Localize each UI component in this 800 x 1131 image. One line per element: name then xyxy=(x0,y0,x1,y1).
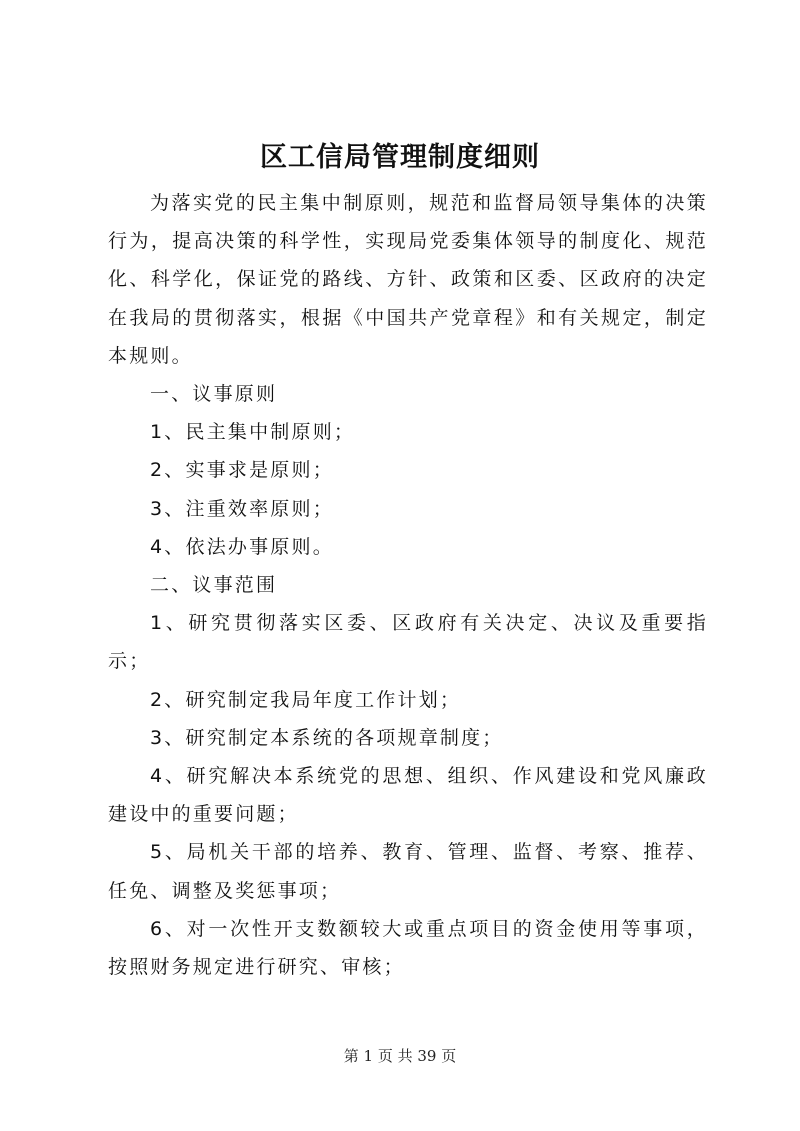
list-item: 6、对一次性开支数额较大或重点项目的资金使用等事项，按照财务规定进行研究、审核； xyxy=(108,917,708,979)
list-item: 4、依法办事原则。 xyxy=(150,535,334,558)
paragraph-intro: 为落实党的民主集中制原则，规范和监督局领导集体的决策行为，提高决策的科学性，实现局党委集体领导的制度化、规范化、科学化，保证党的路线、方针、政策和区委、区政府的决定在我局的贯彻落实，根据《中国共产党章程》和有关规定，制定本规则。 xyxy=(108,192,708,367)
list-item: 1、民主集中制原则； xyxy=(150,421,356,444)
section-heading-scope: 二、议事范围 xyxy=(150,574,278,597)
document-body xyxy=(108,184,708,986)
list-item: 4、研究解决本系统党的思想、组织、作风建设和党风廉政建设中的重要问题； xyxy=(108,765,708,826)
page-footer: 第 1 页 共 39 页 xyxy=(343,1047,457,1065)
list-item: 1、研究贯彻落实区委、区政府有关决定、决议及重要指示； xyxy=(108,612,708,673)
document-title: 区工信局管理制度细则 xyxy=(260,142,540,173)
section-heading-principles: 一、议事原则 xyxy=(150,383,278,406)
list-item: 2、研究制定我局年度工作计划； xyxy=(150,688,462,711)
list-item: 3、注重效率原则； xyxy=(150,497,334,520)
list-item: 5、局机关干部的培养、教育、管理、监督、考察、推荐、任免、调整及奖惩事项； xyxy=(108,841,708,902)
list-item: 3、研究制定本系统的各项规章制度； xyxy=(150,726,504,749)
list-item: 2、实事求是原则； xyxy=(150,459,334,482)
